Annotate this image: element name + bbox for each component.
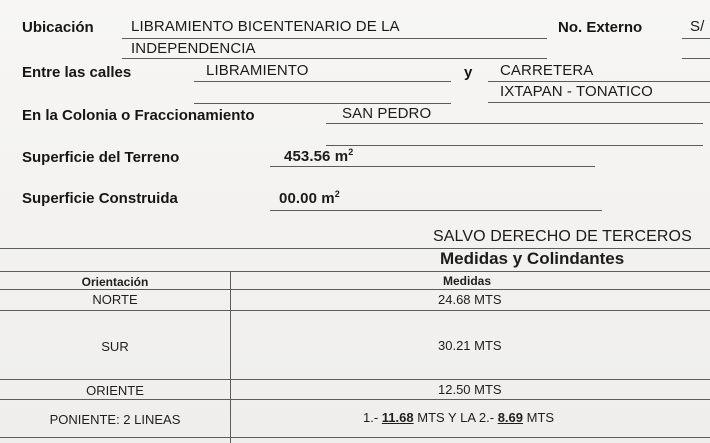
calle2-value-line2: IXTAPAN - TONATICO (500, 83, 653, 100)
calle1-underline-2 (194, 103, 451, 104)
superficie-terreno-value: 453.56 $m^2$ (284, 147, 354, 165)
row-sur-border (0, 379, 710, 380)
terreno-underline (270, 166, 595, 167)
entre-calles-label: Entre las calles (22, 64, 132, 81)
superficie-terreno-label: Superficie del Terreno (22, 149, 180, 166)
row-poniente-medida: 1.- 11.68 MTS Y LA 2.- 8.69 MTS (363, 410, 555, 425)
calle1-underline (194, 81, 451, 82)
salvo-derecho-notice: SALVO DERECHO DE TERCEROS (433, 228, 692, 245)
colonia-underline (326, 123, 703, 124)
row-norte-medida: 24.68 MTS (438, 292, 502, 307)
colonia-value: SAN PEDRO (342, 105, 432, 122)
colonia-label: En la Colonia o Fraccionamiento (22, 107, 255, 124)
row-sur-medida: 30.21 MTS (438, 338, 502, 353)
row-oriente-orientacion: ORIENTE (86, 383, 144, 398)
y-label: y (464, 64, 473, 81)
ubicacion-underline-2 (122, 58, 547, 59)
col-orientacion-header: Orientación (81, 275, 149, 289)
no-externo-label: No. Externo (558, 19, 643, 36)
row-poniente-orientacion: PONIENTE: 2 LINEAS (49, 412, 181, 427)
row-sur-orientacion: SUR (101, 339, 129, 354)
table-title: Medidas y Colindantes (440, 249, 625, 268)
no-externo-underline-1 (682, 38, 710, 39)
calle2-underline-1 (488, 81, 710, 82)
row-norte-border (0, 310, 710, 311)
ubicacion-value-line2: INDEPENDENCIA (131, 40, 256, 57)
construida-underline (270, 210, 602, 211)
superficie-construida-label: Superficie Construida (22, 190, 178, 207)
superficie-construida-value: 00.00 $m^2$ (279, 189, 340, 207)
calle1-value: LIBRAMIENTO (206, 62, 309, 79)
col-medidas-header: Medidas (443, 274, 492, 288)
table-title-border (0, 271, 710, 272)
calle2-underline-2 (488, 102, 710, 103)
ubicacion-underline-1 (122, 38, 547, 39)
table-bottom-border (0, 437, 710, 438)
calle2-value-line1: CARRETERA (500, 62, 594, 79)
ubicacion-value-line1: LIBRAMIENTO BICENTENARIO DE LA (131, 18, 400, 35)
no-externo-underline-2 (682, 58, 710, 59)
no-externo-value: S/ (690, 18, 705, 35)
colonia-underline-2 (326, 145, 703, 146)
row-norte-orientacion: NORTE (92, 292, 138, 307)
header-row-border (0, 289, 710, 290)
row-oriente-border (0, 399, 710, 400)
ubicacion-label: Ubicación (22, 19, 94, 36)
row-oriente-medida: 12.50 MTS (438, 382, 502, 397)
